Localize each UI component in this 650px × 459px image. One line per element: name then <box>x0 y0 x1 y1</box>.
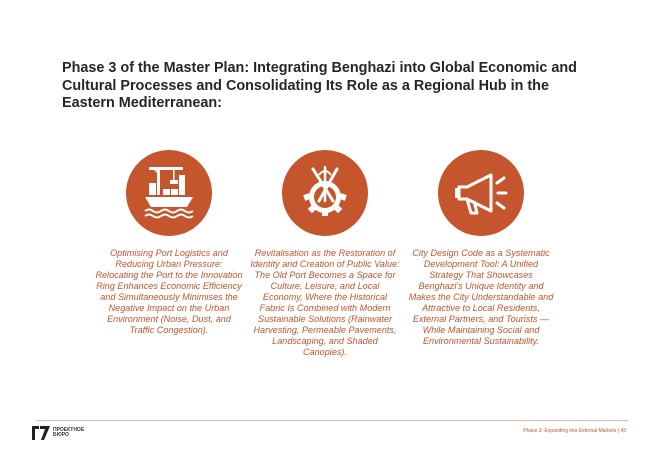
logo-text: ПРОЕКТНОЕ БЮРО <box>53 426 85 438</box>
column-design-code <box>406 150 556 347</box>
column-port-logistics <box>94 150 244 336</box>
footer-divider <box>36 420 628 421</box>
column-revitalisation <box>250 150 400 358</box>
page-number: 43 <box>620 428 626 434</box>
culture-gear-icon <box>282 150 368 236</box>
port-crane-ship-icon <box>126 150 212 236</box>
megaphone-icon <box>438 150 524 236</box>
company-logo <box>32 425 83 441</box>
logo-mark-icon <box>32 426 50 440</box>
column-text: Optimising Port Logistics and Reducing Urban Pressure: Relocating the Port to the Innovation Ring Enhances Economic Efficiency and Simultaneously Minimises the Negative Impact on the Urban Environment (Noise, Dust, and Traffic Congestion). <box>95 248 243 335</box>
column-text: City Design Code as a Systematic Development Tool: A Unified Strategy That Showcases Benghazi's Unique Identity and Makes the City Understandable and Attractive to Local Residents, External Partners, and Tourists — While Maintaining Social and Environmental Sustainability. <box>408 248 554 346</box>
footer-separator: | <box>617 428 620 434</box>
footer-section: Phase 3: Expanding into External Markets <box>523 428 617 434</box>
page-title: Phase 3 of the Master Plan: Integrating Benghazi into Global Economic and Cultural Processes and Consolidating Its Role as a Regional Hub in the Eastern Mediterranean: <box>62 60 577 111</box>
column-text: Revitalisation as the Restoration of Identity and Creation of Public Value: The Old Port Becomes a Space for Culture, Leisure, and Local Economy, Where the Historical Fabric Is Combined with Modern Sustainable Solutions (Rainwater Harvesting, Permeable Pavements, Landscaping, and Shaded Canopies). <box>250 248 400 357</box>
footer-page-info <box>523 428 626 434</box>
